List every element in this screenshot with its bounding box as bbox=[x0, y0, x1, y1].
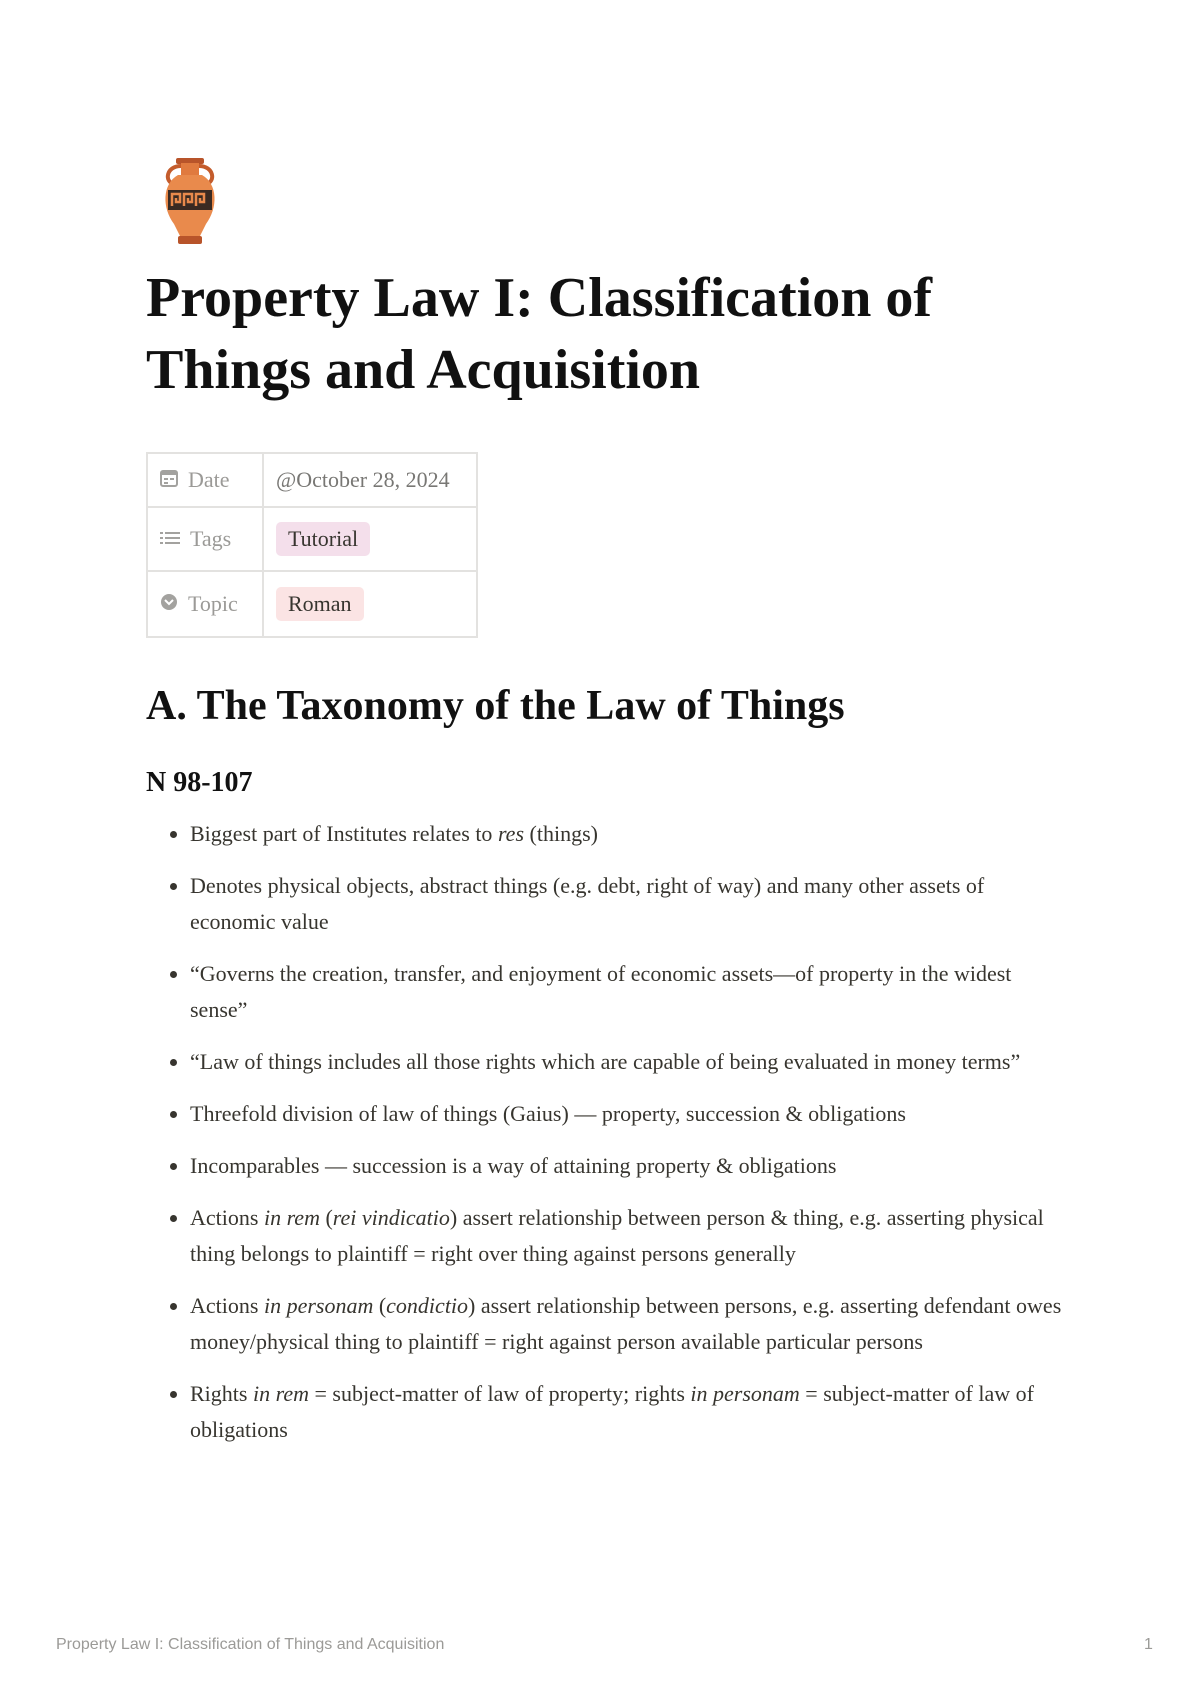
italic-text: in personam bbox=[690, 1381, 800, 1406]
list-item bbox=[190, 1044, 1066, 1080]
italic-text: rei vindicatio bbox=[332, 1205, 450, 1230]
bullet-list bbox=[146, 816, 1066, 1464]
italic-text: in personam bbox=[263, 1293, 374, 1318]
text-run: Threefold division of law of things (Gaius) — property, succession & obligations bbox=[190, 1101, 906, 1126]
text-run: (things) bbox=[524, 821, 598, 846]
property-key: Topic bbox=[188, 591, 238, 616]
properties-table bbox=[146, 452, 478, 638]
property-value-date[interactable]: @October 28, 2024 bbox=[263, 453, 477, 507]
text-run: “Law of things includes all those rights which are capable of being evaluated in money terms” bbox=[190, 1049, 1021, 1074]
property-key: Tags bbox=[190, 526, 232, 551]
list-icon bbox=[160, 526, 180, 552]
section-heading: A. The Taxonomy of the Law of Things bbox=[146, 683, 845, 729]
text-run: Biggest part of Institutes relates to bbox=[190, 821, 498, 846]
text-run: = subject-matter of law of property; rights bbox=[308, 1381, 691, 1406]
text-run: ) assert relationship between persons, e.g. asserting defendant owes money/physical thing to plaintiff = right against person available particular persons bbox=[190, 1293, 1062, 1354]
text-run: Incomparables — succession is a way of attaining property & obligations bbox=[190, 1153, 837, 1178]
list-item bbox=[190, 1200, 1066, 1272]
topic-pill[interactable]: Roman bbox=[276, 587, 364, 621]
amphora-icon bbox=[160, 158, 220, 244]
property-row-date[interactable] bbox=[147, 453, 477, 507]
footer-page-number: 1 bbox=[1144, 1636, 1153, 1653]
list-item bbox=[190, 1376, 1066, 1448]
italic-text: res bbox=[497, 821, 525, 846]
text-run: ( bbox=[373, 1293, 387, 1318]
list-item bbox=[190, 956, 1066, 1028]
text-run: Actions bbox=[190, 1293, 264, 1318]
footer-title: Property Law I: Classification of Things and Acquisition bbox=[56, 1636, 445, 1653]
tag-pill[interactable]: Tutorial bbox=[276, 522, 370, 556]
list-item bbox=[190, 816, 1066, 852]
text-run: ) assert relationship between person & thing, e.g. asserting physical thing belongs to plaintiff = right over thing against persons generally bbox=[190, 1205, 1044, 1266]
section-subheading: N 98-107 bbox=[146, 767, 253, 798]
property-key: Date bbox=[188, 467, 230, 492]
list-item bbox=[190, 1096, 1066, 1132]
property-row-topic[interactable] bbox=[147, 571, 477, 637]
text-run: Rights bbox=[190, 1381, 253, 1406]
select-icon bbox=[160, 591, 178, 617]
text-run: ( bbox=[319, 1205, 333, 1230]
text-run: “Governs the creation, transfer, and enjoyment of economic assets—of property in the widest sense” bbox=[190, 961, 1012, 1022]
italic-text: condictio bbox=[386, 1293, 469, 1318]
italic-text: in rem bbox=[252, 1381, 309, 1406]
calendar-icon bbox=[160, 467, 178, 493]
list-item bbox=[190, 1288, 1066, 1360]
text-run: = subject-matter of law of obligations bbox=[190, 1381, 1034, 1442]
page-title: Property Law I: Classification of Things and Acquisition bbox=[146, 267, 932, 401]
text-run: Denotes physical objects, abstract things (e.g. debt, right of way) and many other assets of economic value bbox=[190, 873, 985, 934]
list-item bbox=[190, 1148, 1066, 1184]
list-item bbox=[190, 868, 1066, 940]
text-run: Actions bbox=[190, 1205, 264, 1230]
italic-text: in rem bbox=[263, 1205, 320, 1230]
property-row-tags[interactable] bbox=[147, 507, 477, 571]
